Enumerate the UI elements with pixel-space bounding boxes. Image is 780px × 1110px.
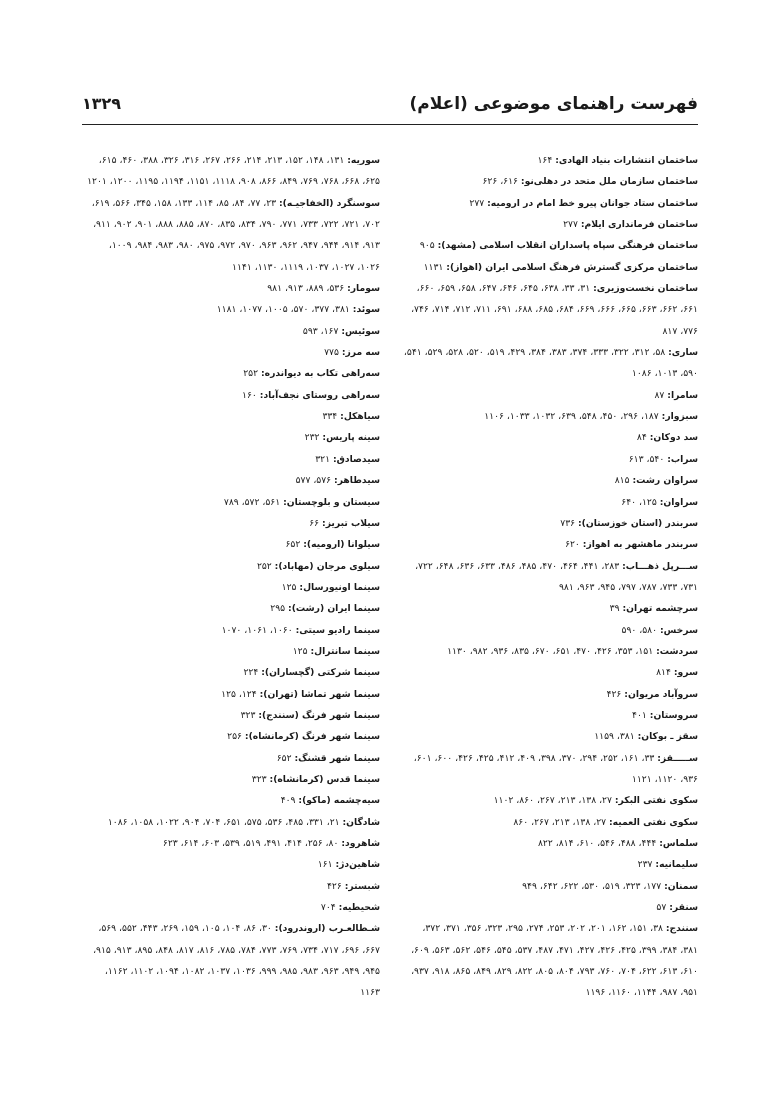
index-term: سیه‌چشمه (ماکو): xyxy=(298,795,380,807)
index-term: ســـرپل ذهـــاب: xyxy=(622,560,698,572)
page-references: ۱۳۱، ۱۴۸، ۱۵۲، ۲۱۳، ۲۱۴، ۲۶۶، ۲۶۷، ۳۱۶، ۳۲۶، ۳۸۸، ۴۶۰، ۶۱۵، ۶۲۵، ۶۶۸، ۷۶۸، ۷۶۹، ۸۴۹، ۸۶۶، ۹۰۸، ۱۱۱۸، ۱۱۵۱، ۱۱۹۴، ۱۱۹۵، ۱۲۰۰، ۱۲۰۱ xyxy=(87,155,380,188)
index-term: ساختمان سازمان ملل متحد در دهلی‌نو: xyxy=(520,176,698,188)
index-term: سیلوانا (ارومیه): xyxy=(303,539,380,551)
index-term: سیدصادق: xyxy=(332,453,380,465)
page-references: ۱۷۷، ۳۲۳، ۵۱۹، ۵۳۰، ۶۲۲، ۶۴۲، ۹۴۹ xyxy=(522,880,662,892)
index-term: سینما سانترال: xyxy=(310,645,380,657)
index-entry xyxy=(84,641,380,662)
index-entry xyxy=(84,406,380,427)
index-entry xyxy=(84,577,380,598)
index-term: سینما شهر فرنگ (سنندج): xyxy=(258,709,380,721)
page-number: ۱۳۲۹ xyxy=(82,94,122,113)
index-entry xyxy=(84,470,380,491)
page-references: ۲۷، ۱۳۸، ۲۱۳، ۲۶۷، ۸۶۰ xyxy=(513,816,607,828)
page-references: ۲۸۳، ۴۴۱، ۴۶۴، ۴۷۰، ۴۸۵، ۴۸۶، ۶۳۳، ۶۳۶، ۶۴۸، ۷۲۲، ۷۳۱، ۷۳۳، ۷۸۷، ۷۹۷، ۹۴۵، ۹۶۳، ۹۸۱ xyxy=(415,560,698,593)
index-term: سراوان: xyxy=(659,496,698,508)
index-entry xyxy=(84,513,380,534)
index-entry xyxy=(402,662,698,683)
index-entry xyxy=(84,363,380,384)
index-entry xyxy=(402,918,698,1003)
index-entry xyxy=(402,385,698,406)
page-references: ۲۵۲ xyxy=(243,368,259,380)
page-references: ۳۳۴ xyxy=(322,411,338,423)
index-term: سلماس: xyxy=(659,838,698,849)
index-term: سیستان و بلوچستان: xyxy=(283,496,380,508)
page-references: ۳۲۳ xyxy=(240,709,256,721)
index-entry xyxy=(402,470,698,491)
index-entry xyxy=(402,705,698,726)
page-references: ۵۷ xyxy=(656,902,667,914)
index-term: سامرا: xyxy=(667,389,698,401)
index-entry xyxy=(84,684,380,705)
page-references: ۸۷ xyxy=(654,389,665,401)
index-term: ساختمان نخست‌وزیری: xyxy=(593,283,698,295)
page-references: ۶۱۶، ۶۲۶ xyxy=(482,176,518,188)
index-term: شاهرود: xyxy=(341,838,380,849)
index-entry xyxy=(84,620,380,641)
index-term: سربندر ماهشهر به اهواز: xyxy=(582,539,698,551)
page-header xyxy=(82,88,698,120)
index-term: شاهین‌دژ: xyxy=(335,859,380,871)
index-entry xyxy=(402,449,698,470)
page-references: ۸۱۵ xyxy=(614,475,630,487)
page-references: ۵۳۶، ۸۸۹، ۹۱۳، ۹۸۱ xyxy=(267,283,345,295)
index-entry xyxy=(84,662,380,683)
index-term: سه‌راهی روستای نجف‌آباد: xyxy=(259,389,380,401)
page-references: ۱۸۷، ۲۹۶، ۴۵۰، ۵۴۸، ۶۳۹، ۱۰۳۲، ۱۰۳۳، ۱۱۰۶ xyxy=(484,411,659,423)
index-term: سرخس: xyxy=(659,624,698,636)
page-references: ۲۱، ۳۳۱، ۴۸۵، ۵۳۶، ۵۷۵، ۶۵۱، ۷۰۴، ۹۰۴، ۱۰۲۲، ۱۰۵۸، ۱۰۸۶ xyxy=(107,816,340,828)
index-term: سیلوی مرجان (مهاباد): xyxy=(274,560,380,572)
running-title: فهرست راهنمای موضوعی (اعلام) xyxy=(409,94,698,114)
index-term: سروستان: xyxy=(649,709,698,721)
page-references: ۲۳، ۷۷، ۸۴، ۸۵، ۱۱۴، ۱۳۳، ۱۵۸، ۳۴۵، ۵۶۶، ۶۱۹، ۷۰۲، ۷۲۱، ۷۲۲، ۷۳۳، ۷۷۱، ۷۹۰، ۸۳۴، ۸۳۵، ۸۷۰، ۸۸۵، ۸۸۸، ۹۰۱، ۹۰۲، ۹۱۱، ۹۱۳، ۹۱۴، ۹۴۴، ۹۴۷، ۹۶۲، ۹۶۳، ۹۷۰، ۹۷۲، ۹۷۵، ۹۸۰، ۹۸۳، ۹۸۴، ۱۰۰۹، ۱۰۲۶، ۱۰۲۷، ۱۰۳۷، ۱۱۱۹، ۱۱۳۰، ۱۱۴۱ xyxy=(91,197,380,273)
index-term: سینما شهر فرنگ (کرمانشاه): xyxy=(244,731,380,743)
index-entry xyxy=(84,918,380,1003)
index-term: سرچشمه تهران: xyxy=(622,603,698,615)
index-entry xyxy=(84,726,380,747)
index-term: ساختمان انتشارات بنیاد الهادی: xyxy=(555,155,698,166)
page-references: ۳۲۳ xyxy=(251,773,267,785)
page-references: ۷۷۵ xyxy=(324,347,339,359)
index-entry xyxy=(84,492,380,513)
index-entry xyxy=(402,726,698,747)
header-divider xyxy=(82,124,698,125)
index-entry xyxy=(84,812,380,833)
page-references: ۲۷، ۱۳۸، ۲۱۳، ۲۶۷، ۸۶۰، ۱۱۰۲ xyxy=(493,795,612,807)
index-term: سربندر (استان خوزستان): xyxy=(578,517,698,529)
index-term: سینما شهر تماشا (تهران): xyxy=(259,688,380,700)
page-references: ۶۲۰ xyxy=(565,539,580,551)
index-term: سینما قدس (کرمانشاه): xyxy=(269,773,380,785)
page-references: ۳۳، ۱۶۱، ۲۵۲، ۲۹۴، ۳۷۰، ۳۹۸، ۴۰۹، ۴۱۲، ۴۲۵، ۴۲۶، ۶۰۰، ۶۰۱، ۹۳۶، ۱۱۲۰، ۱۱۲۱ xyxy=(413,752,698,785)
index-entry xyxy=(84,897,380,918)
page-references: ۱۶۷، ۵۹۳ xyxy=(302,325,339,337)
page-references: ۴۲۶ xyxy=(326,880,342,892)
index-term: سرو: xyxy=(673,667,698,679)
index-entry xyxy=(402,235,698,256)
page-references: ۲۹۵ xyxy=(270,603,286,615)
index-term: سوسنگرد (الخفاجیـه): xyxy=(279,197,380,209)
page-references: ۳۸۱، ۳۷۷، ۵۷۰، ۱۰۰۵، ۱۰۷۷، ۱۱۸۱ xyxy=(216,304,350,316)
page-references: ۹۰۵ xyxy=(419,240,435,252)
index-term: سد دوکان: xyxy=(649,432,698,444)
index-entry xyxy=(402,492,698,513)
index-entry xyxy=(402,406,698,427)
index-entry xyxy=(84,854,380,875)
index-term: سینما رادیو سیتی: xyxy=(295,624,380,636)
index-entry xyxy=(402,193,698,214)
index-entry xyxy=(402,534,698,555)
page-references: ۴۰۱ xyxy=(632,709,647,721)
index-entry xyxy=(402,257,698,278)
index-entry xyxy=(84,278,380,299)
index-term: سومار: xyxy=(347,283,380,295)
index-term: سبزوار: xyxy=(661,411,698,423)
index-entry xyxy=(402,620,698,641)
page-references: ۱۰۶۰، ۱۰۶۱، ۱۰۷۰ xyxy=(221,624,293,636)
index-term: ساختمان فرهنگی سپاه پاسداران انقلاب اسلامی (مشهد): xyxy=(437,240,698,252)
index-column-left xyxy=(84,150,380,1004)
index-entry xyxy=(84,556,380,577)
page-references: ۸۰، ۲۵۶، ۴۱۴، ۴۹۱، ۵۱۹، ۵۳۹، ۶۰۳، ۶۱۴، ۶۲۳ xyxy=(162,838,339,849)
page-references: ۵۶۱، ۵۷۲، ۷۸۹ xyxy=(223,496,281,508)
index-entry xyxy=(402,876,698,897)
index-term: سینه پاریس: xyxy=(322,432,380,444)
index-term: سیدطاهر: xyxy=(334,475,380,487)
index-term: سراوان رشت: xyxy=(632,475,698,487)
index-term: ساختمان مرکزی گسترش فرهنگ اسلامی ایران (اهواز): xyxy=(446,261,698,273)
index-term: سیلاب تبریز: xyxy=(322,517,380,529)
page-references: ۱۲۵ xyxy=(292,645,308,657)
page-references: ۷۰۴ xyxy=(320,902,336,914)
index-term: سقز ـ بوکان: xyxy=(637,731,698,743)
page-references: ۱۶۱ xyxy=(317,859,333,871)
index-entry xyxy=(402,556,698,599)
index-term: سکوی نفتی البکر: xyxy=(614,795,698,807)
index-entry xyxy=(84,299,380,320)
index-column-right xyxy=(402,150,698,1004)
page-references: ۸۱۴ xyxy=(656,667,671,679)
index-entry xyxy=(402,833,698,854)
index-term: سردشت: xyxy=(656,645,698,657)
page-references: ۱۲۵ xyxy=(281,581,297,593)
page-references: ۲۵۲ xyxy=(256,560,272,572)
index-term: سمنان: xyxy=(664,880,698,892)
page-references: ۲۵۶ xyxy=(227,731,242,743)
index-entry xyxy=(84,385,380,406)
index-entry xyxy=(402,854,698,875)
index-entry xyxy=(402,684,698,705)
index-term: سینما اونیورسال: xyxy=(299,581,380,593)
index-term: سنندج: xyxy=(665,923,698,935)
index-entry xyxy=(84,598,380,619)
index-entry xyxy=(402,513,698,534)
index-entry xyxy=(84,705,380,726)
index-term: سوئد: xyxy=(352,304,380,316)
index-term: سوریه: xyxy=(347,155,380,166)
index-term: سینما شرکتی (گچساران): xyxy=(261,667,380,679)
index-entry xyxy=(84,321,380,342)
index-term: شادگان: xyxy=(342,816,380,828)
index-entry xyxy=(402,812,698,833)
index-term: سوئیس: xyxy=(341,325,380,337)
index-entry xyxy=(402,150,698,171)
index-entry xyxy=(402,342,698,385)
page-references: ۵۷۶، ۵۷۷ xyxy=(295,475,332,487)
index-entry xyxy=(402,748,698,791)
index-entry xyxy=(84,427,380,448)
page-references: ۴۰۹ xyxy=(280,795,296,807)
index-entry xyxy=(84,342,380,363)
index-entry xyxy=(84,150,380,193)
page-references: ۸۴ xyxy=(636,432,647,444)
index-entry xyxy=(84,193,380,278)
page-references: ۱۶۰ xyxy=(242,389,257,401)
page-references: ۱۱۳۱ xyxy=(423,261,444,273)
page-references: ۷۳۶ xyxy=(560,517,576,529)
page-references: ۴۲۶ xyxy=(606,688,622,700)
index-entry xyxy=(402,598,698,619)
index-entry xyxy=(402,427,698,448)
index-entry xyxy=(402,897,698,918)
page-references: ۱۶۴ xyxy=(537,155,553,166)
page-references: ۳۲۱ xyxy=(315,453,331,465)
page-references: ۲۲۴ xyxy=(243,667,259,679)
page-references: ۳۸، ۱۵۱، ۱۶۲، ۲۰۱، ۲۰۲، ۲۵۳، ۲۷۴، ۲۹۵، ۳۲۳، ۳۵۶، ۳۷۱، ۳۷۲، ۳۸۱، ۳۸۴، ۳۹۹، ۴۲۵، ۴۲۶، ۴۲۷، ۴۷۱، ۴۸۷، ۵۳۷، ۵۴۵، ۵۴۶، ۵۶۲، ۵۶۳، ۶۰۹، ۶۱۰، ۶۱۳، ۶۲۲، ۷۰۴، ۷۶۰، ۷۹۳، ۸۰۴، ۸۰۵، ۸۲۲، ۸۲۹، ۸۴۹، ۸۶۵، ۹۱۸، ۹۳۷، ۹۵۱، ۹۸۷، ۱۱۴۴، ۱۱۶۰، ۱۱۹۶ xyxy=(411,923,698,999)
page-references: ۱۲۵، ۶۴۰ xyxy=(621,496,657,508)
page-references: ۵۸۰، ۵۹۰ xyxy=(621,624,658,636)
index-entry xyxy=(84,534,380,555)
index-term: ساری: xyxy=(668,347,698,359)
index-term: سنقر: xyxy=(669,902,698,914)
index-entry xyxy=(84,748,380,769)
index-term: سلیمانیه: xyxy=(655,859,698,871)
index-term: شـطالعـرب (اروندرود): xyxy=(274,923,380,935)
page-references: ۱۲۴، ۱۲۵ xyxy=(221,688,257,700)
index-term: سه مرز: xyxy=(341,347,380,359)
page-references: ۵۴۰، ۶۱۳ xyxy=(628,453,665,465)
page-references: ۴۴۴، ۴۸۸، ۵۴۶، ۶۱۰، ۸۱۴، ۸۲۲ xyxy=(538,838,657,849)
page-references: ۳۸۱، ۱۱۵۹ xyxy=(594,731,635,743)
page-references: ۳۰، ۸۶، ۱۰۴، ۱۰۵، ۱۵۹، ۲۶۹، ۴۴۳، ۵۵۲، ۵۶۹، ۶۶۷، ۶۹۶، ۷۱۷، ۷۳۴، ۷۶۹، ۷۷۳، ۷۸۴، ۷۸۵، ۸۱۶، ۸۱۷، ۸۴۸، ۸۹۵، ۹۱۳، ۹۱۵، ۹۴۵، ۹۴۹، ۹۶۳، ۹۸۳، ۹۸۵، ۹۹۹، ۱۰۳۶، ۱۰۳۷، ۱۰۸۲، ۱۰۹۴، ۱۱۰۲، ۱۱۶۲، ۱۱۶۳ xyxy=(93,923,380,999)
index-term: سراب: xyxy=(667,453,698,465)
index-term: ساختمان ستاد جوانان پیرو خط امام در ارومیه: xyxy=(487,197,698,209)
index-term: شبستر: xyxy=(344,880,380,892)
index-entry xyxy=(402,171,698,192)
page-references: ۱۵۱، ۳۵۳، ۴۲۶، ۴۷۰، ۶۵۱، ۶۷۰، ۸۳۵، ۹۳۶، ۹۸۲، ۱۱۳۰ xyxy=(447,645,654,657)
page-references: ۲۳۷ xyxy=(637,859,653,871)
index-term: سیاهکل: xyxy=(340,411,380,423)
index-term: ســـــقز: xyxy=(657,752,698,764)
index-entry xyxy=(84,876,380,897)
page-references: ۲۳۲ xyxy=(304,432,320,444)
page-references: ۶۶ xyxy=(309,517,320,529)
index-entry xyxy=(84,833,380,854)
index-term: سینما ایران (رشت): xyxy=(288,603,380,615)
page-references: ۶۵۲ xyxy=(276,752,292,764)
index-entry xyxy=(402,641,698,662)
index-term: شحیطیه: xyxy=(338,902,380,914)
index-entry xyxy=(402,790,698,811)
index-term: سروآباد مریوان: xyxy=(624,688,698,700)
page-references: ۲۷۷ xyxy=(563,219,578,231)
index-entry xyxy=(402,278,698,342)
page-references: ۳۱، ۳۳، ۶۳۸، ۶۴۵، ۶۴۶، ۶۴۷، ۶۵۸، ۶۵۹، ۶۶۰، ۶۶۱، ۶۶۲، ۶۶۳، ۶۶۵، ۶۶۶، ۶۶۹، ۶۸۴، ۶۸۵، ۶۸۸، ۶۹۱، ۷۱۱، ۷۱۲، ۷۱۴، ۷۴۶، ۷۷۶، ۸۱۷ xyxy=(411,283,698,337)
index-entry xyxy=(84,790,380,811)
index-entry xyxy=(84,449,380,470)
page-references: ۶۵۲ xyxy=(285,539,301,551)
page-references: ۳۹ xyxy=(609,603,620,615)
page-references: ۵۸، ۳۱۲، ۳۲۲، ۳۳۳، ۳۷۴، ۳۸۳، ۳۸۴، ۴۲۹، ۵۱۹، ۵۲۰، ۵۲۸، ۵۲۹، ۵۴۱، ۵۹۰، ۱۰۱۳، ۱۰۸۶ xyxy=(403,347,698,380)
index-term: سه‌راهی تکاب به دیواندره: xyxy=(260,368,380,380)
page-references: ۲۷۷ xyxy=(469,197,485,209)
index-term: ساختمان فرمانداری ایلام: xyxy=(580,219,698,231)
index-entry xyxy=(84,769,380,790)
index-term: سکوی نفتی العمیه: xyxy=(608,816,698,828)
index-entry xyxy=(402,214,698,235)
index-term: سینما شهر قشنگ: xyxy=(294,752,380,764)
